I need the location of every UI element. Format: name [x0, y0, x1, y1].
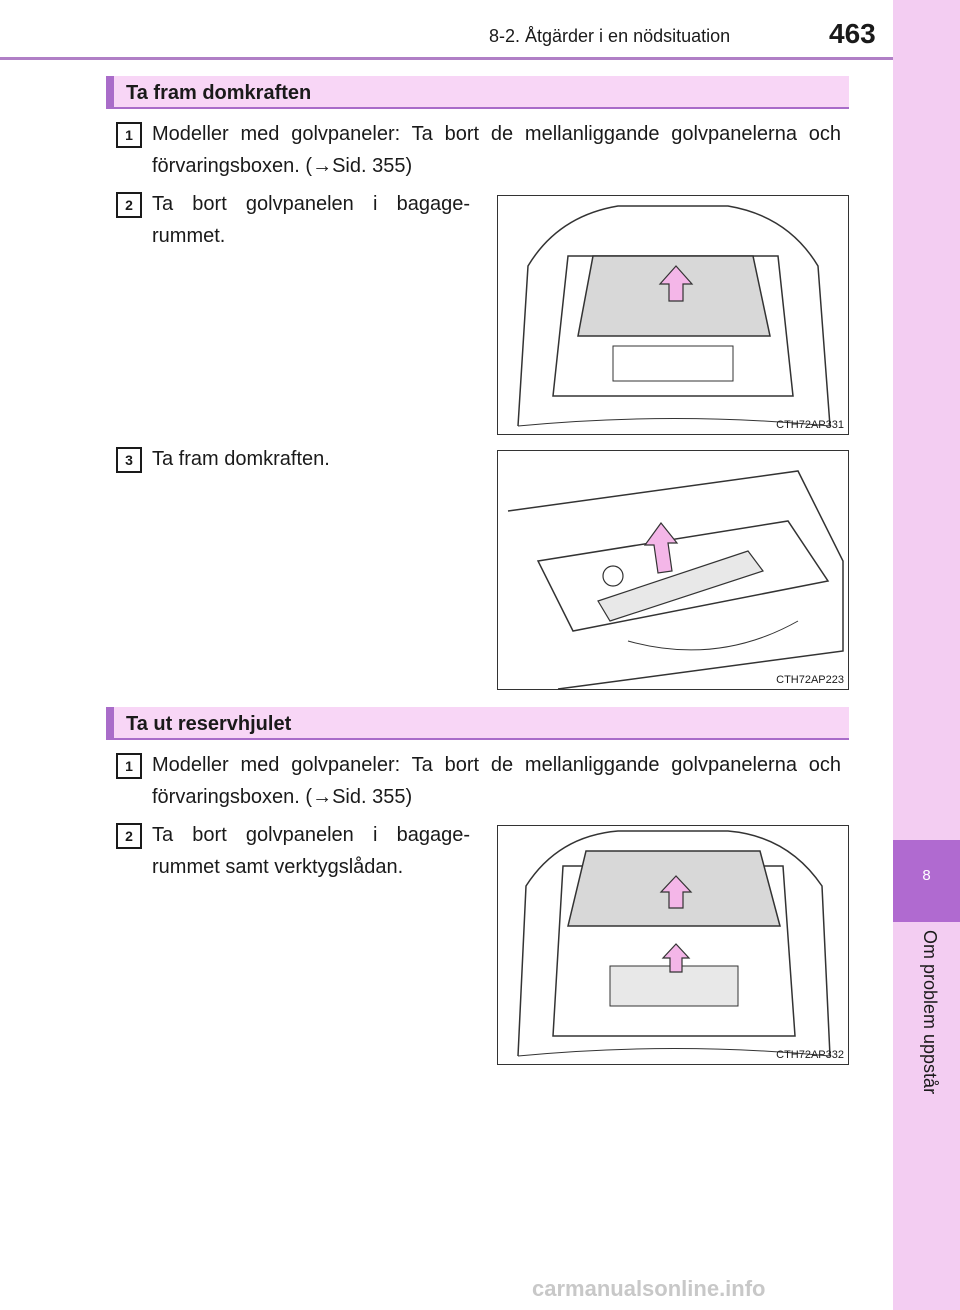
step-number: 2 [116, 823, 142, 849]
step-number: 2 [116, 192, 142, 218]
page-number: 463 [829, 18, 876, 49]
chapter-title-vertical: Om problem uppstår [920, 930, 940, 1095]
step-text: Ta fram domkraften. [152, 448, 330, 470]
step-text: Modeller med golvpaneler: Ta bort de mellanliggande golvpanelerna och förvaringsboxen. (→Sid. 355) [152, 123, 841, 177]
figure-code: CTH72AP332 [776, 1049, 844, 1061]
figure-code: CTH72AP331 [776, 419, 844, 431]
section-heading-jack [106, 76, 849, 109]
jack-illustration [498, 451, 849, 690]
chapter-section-heading: 8-2. Åtgärder i en nödsituation [489, 26, 731, 46]
header-rule [0, 57, 893, 60]
step-text: Ta bort golvpanelen i bagagerummet samt verktygslådan. [152, 824, 470, 878]
section-title: Ta fram domkraften [126, 82, 312, 104]
figure-jack-storage [497, 450, 849, 690]
chapter-number-box: 8 [893, 840, 960, 922]
figure-trunk-floor-panel [497, 195, 849, 435]
trunk-illustration [498, 196, 849, 435]
step-number: 1 [116, 753, 142, 779]
watermark: carmanualsonline.info [532, 1276, 766, 1301]
step-text: Ta bort golvpanelen i bagagerummet. [152, 193, 470, 247]
section-title: Ta ut reservhjulet [126, 713, 292, 735]
step-text: Modeller med golvpaneler: Ta bort de mellanliggande golvpanelerna och förvaringsboxen. (→Sid. 355) [152, 754, 841, 808]
figure-trunk-panel-and-toolbox [497, 825, 849, 1065]
figure-code: CTH72AP223 [776, 674, 844, 686]
trunk-toolbox-illustration [498, 826, 849, 1065]
arrow-up-icon [645, 523, 677, 573]
step-number: 1 [116, 122, 142, 148]
section-heading-spare-wheel [106, 707, 849, 740]
step-number: 3 [116, 447, 142, 473]
